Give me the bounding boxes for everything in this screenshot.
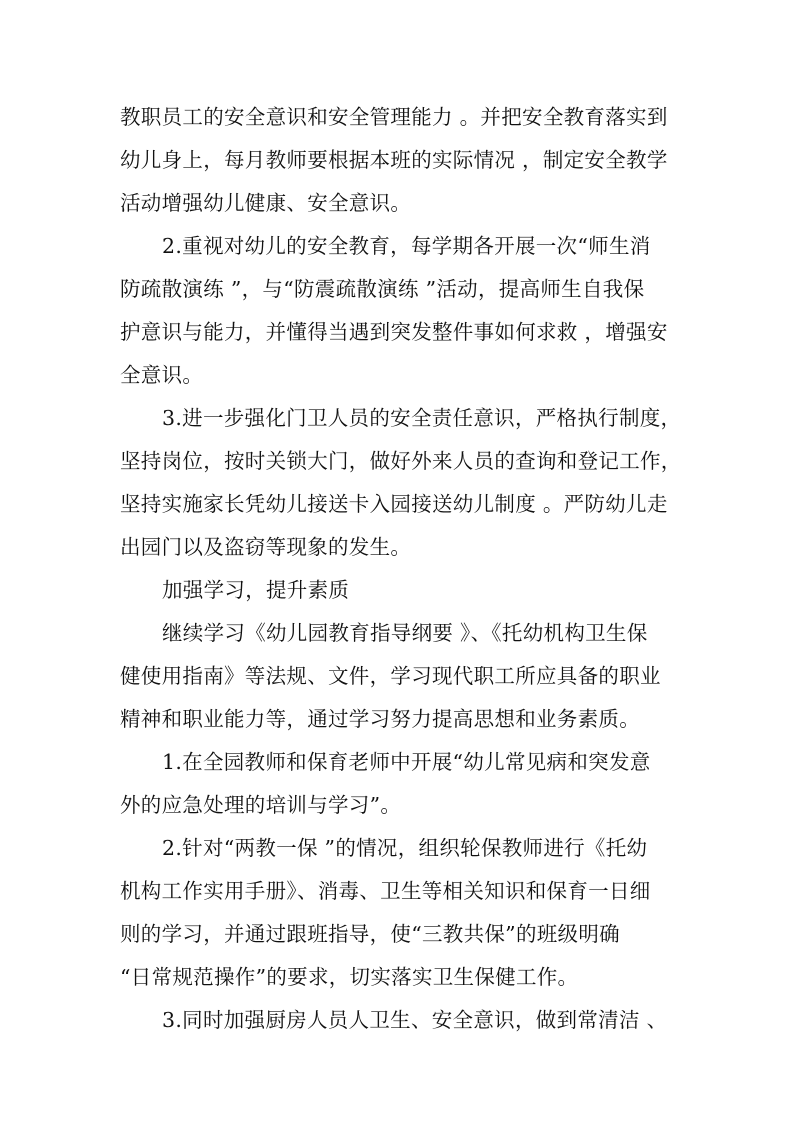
paragraph-line: 外的应急处理的培训与学习”。 xyxy=(120,793,402,817)
paragraph-line: 坚持岗位，按时关锁大门，做好外来人员的查询和登记工作， xyxy=(120,449,682,473)
paragraph-line: 2.重视对幼儿的安全教育，每学期各开展一次“师生消 xyxy=(162,234,651,258)
paragraph-line: 3.同时加强厨房人员人卫生、安全意识，做到常清洁 、 xyxy=(162,1008,668,1032)
section-heading: 加强学习，提升素质 xyxy=(162,578,350,602)
paragraph-line: 3.进一步强化门卫人员的安全责任意识，严格执行制度， xyxy=(162,406,682,430)
paragraph-line: 健使用指南》等法规、文件，学习现代职工所应具备的职业 xyxy=(120,664,661,688)
paragraph-line: “日常规范操作”的要求，切实落实卫生保健工作。 xyxy=(120,965,579,989)
paragraph-line: 教职员工的安全意识和安全管理能力 。并把安全教育落实到 xyxy=(120,105,668,129)
paragraph-line: 活动增强幼儿健康、安全意识。 xyxy=(120,191,412,215)
paragraph-line: 2.针对“两教一保 ”的情况，组织轮保教师进行《托幼 xyxy=(162,836,648,860)
paragraph-line: 继续学习《幼儿园教育指导纲要 》、《托幼机构卫生保 xyxy=(162,621,648,645)
paragraph-line: 精神和职业能力等，通过学习努力提高思想和业务素质。 xyxy=(120,707,640,731)
paragraph-line: 1.在全园教师和保育老师中开展“幼儿常见病和突发意 xyxy=(162,750,651,774)
paragraph-line: 护意识与能力，并懂得当遇到突发整件事如何求救 ，增强安 xyxy=(120,320,668,344)
paragraph-line: 坚持实施家长凭幼儿接送卡入园接送幼儿制度 。严防幼儿走 xyxy=(120,492,668,516)
paragraph-line: 则的学习，并通过跟班指导，使“三教共保”的班级明确 xyxy=(120,922,620,946)
paragraph-line: 机构工作实用手册》、消毒、卫生等相关知识和保育一日细 xyxy=(120,879,651,903)
paragraph-line: 全意识。 xyxy=(120,363,204,387)
paragraph-line: 幼儿身上，每月教师要根据本班的实际情况 ，制定安全教学 xyxy=(120,148,668,172)
paragraph-line: 出园门以及盗窃等现象的发生。 xyxy=(120,535,412,559)
paragraph-line: 防疏散演练 ”，与“防震疏散演练 ”活动，提高师生自我保 xyxy=(120,277,645,301)
